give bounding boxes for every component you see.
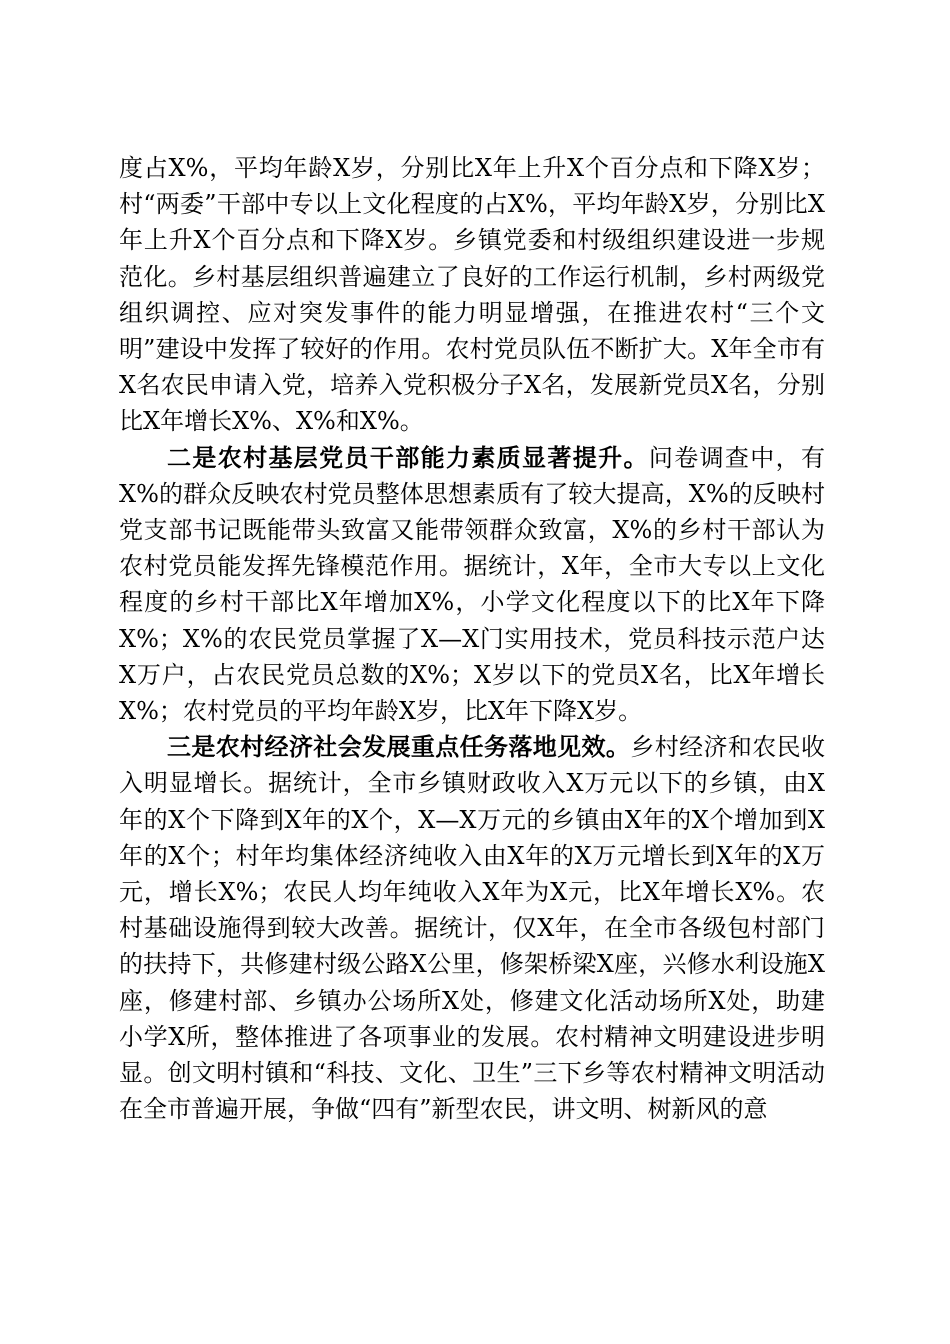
paragraph-2 (119, 440, 825, 730)
paragraph-3-lead: 三是农村经济社会发展重点任务落地见效。 (167, 732, 631, 762)
paragraph-3-body: 乡村经济和农民收入明显增长。据统计，全市乡镇财政收入X万元以下的乡镇，由X年的X个下降到X年的X个，X—X万元的乡镇由X年的X个增加到X年的X个；村年均集体经济纯收入由X年的X万元增长到X年的X万元，增长X%；农民人均年纯收入X年为X元，比X年增长X%。农村基础设施得到较大改善。据统计，仅X年，在全市各级包村部门的扶持下，共修建村级公路X公里，修架桥梁X座，兴修水利设施X座，修建村部、乡镇办公场所X处，修建文化活动场所X处，助建小学X所，整体推进了各项事业的发展。农村精神文明建设进步明显。创文明村镇和“科技、文化、卫生”三下乡等农村精神文明活动在全市普遍开展，争做“四有”新型农民，讲文明、树新风的意 (119, 733, 826, 1124)
paragraph-3 (119, 729, 825, 1127)
paragraph-1 (119, 150, 825, 440)
paragraph-1-body: 度占X%，平均年龄X岁，分别比X年上升X个百分点和下降X岁；村“两委”干部中专以上文化程度的占X%，平均年龄X岁，分别比X年上升X个百分点和下降X岁。乡镇党委和村级组织建设进一步规范化。乡村基层组织普遍建立了良好的工作运行机制，乡村两级党组织调控、应对突发事件的能力明显增强，在推进农村“三个文明”建设中发挥了较好的作用。农村党员队伍不断扩大。X年全市有X名农民申请入党，培养入党积极分子X名，发展新党员X名，分别比X年增长X%、X%和X%。 (119, 154, 825, 436)
paragraph-2-body: 问卷调查中，有X%的群众反映农村党员整体思想素质有了较大提高，X%的反映村党支部书记既能带头致富又能带领群众致富，X%的乡村干部认为农村党员能发挥先锋模范作用。据统计，X年，全市大专以上文化程度的乡村干部比X年增加X%，小学文化程度以下的比X年下降X%；X%的农民党员掌握了X—X门实用技术，党员科技示范户达X万户，占农民党员总数的X%；X岁以下的党员X名，比X年增长X%；农村党员的平均年龄X岁，比X年下降X岁。 (119, 443, 826, 726)
document-page (119, 150, 825, 1127)
paragraph-2-lead: 二是农村基层党员干部能力素质显著提升。 (167, 442, 649, 472)
